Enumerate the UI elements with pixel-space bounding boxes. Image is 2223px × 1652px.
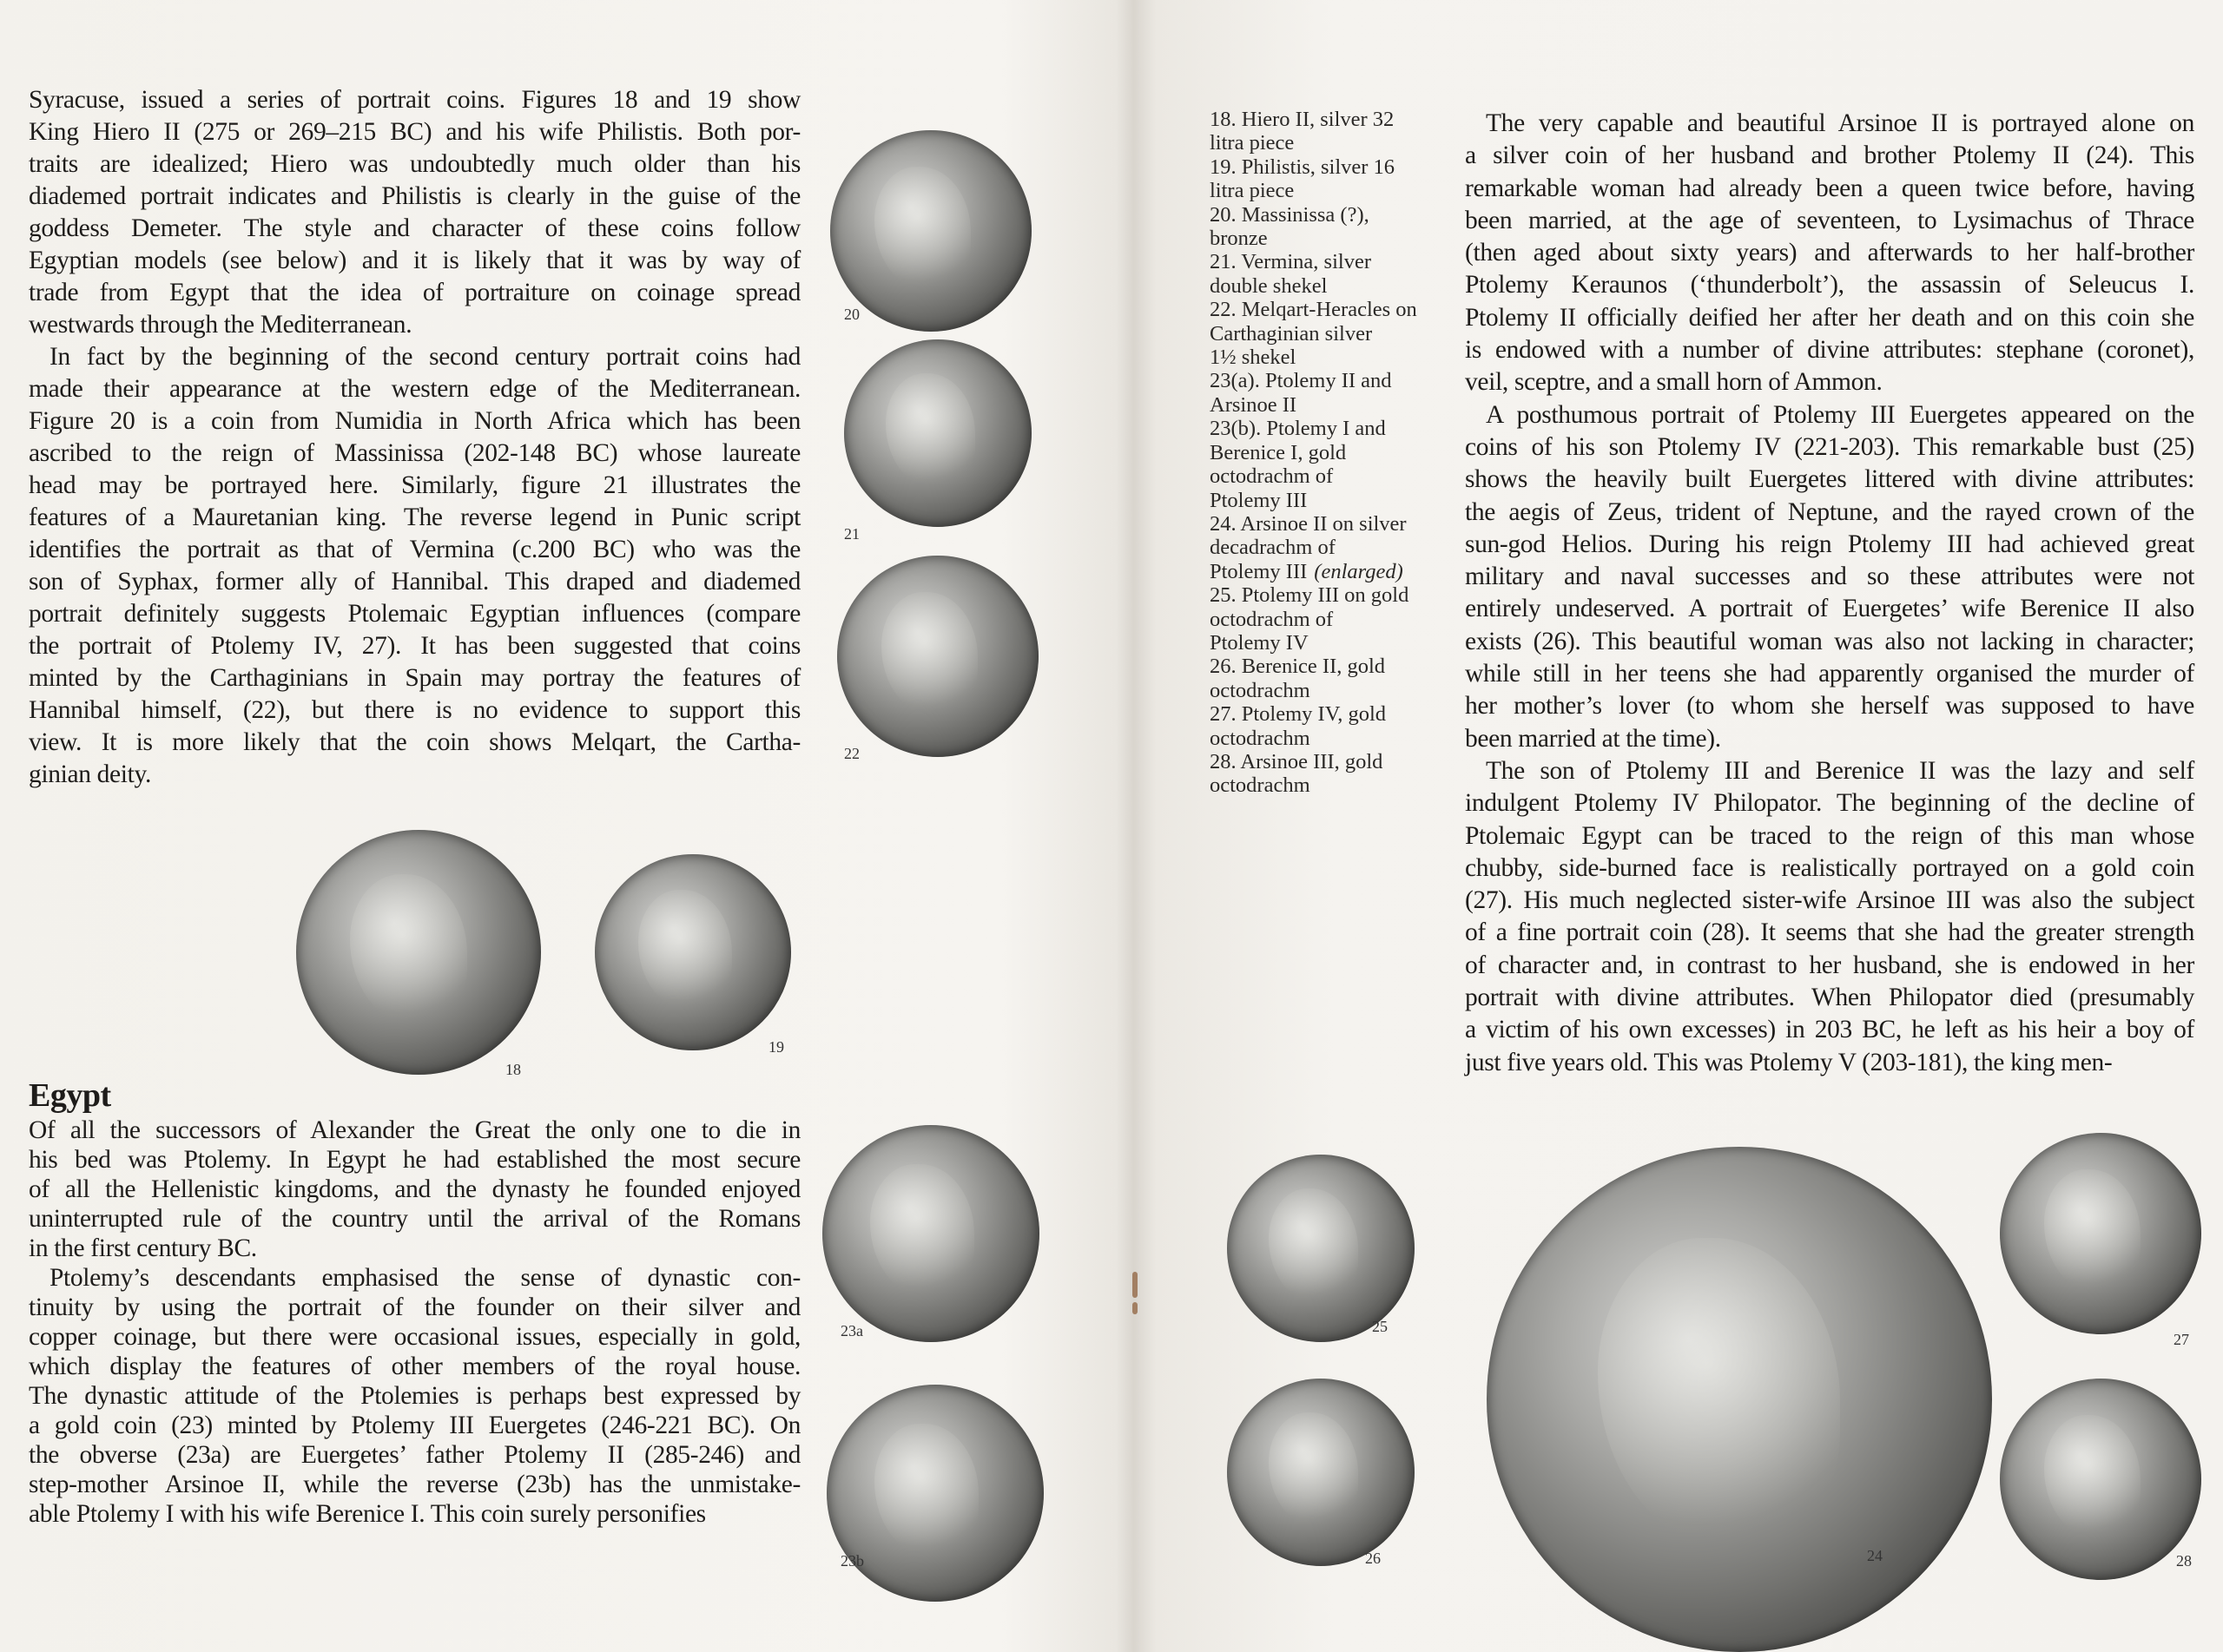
text-line: Ptolemy Keraunos (‘thunderbolt’), the assassin of Seleucus I.: [1465, 271, 2194, 299]
text-line: portrait with divine attributes. When Philopator died (presumably: [1465, 984, 2194, 1012]
caption-text: Ptolemy IV: [1210, 630, 1309, 655]
coin-image-25: [1227, 1155, 1415, 1342]
text-line: her mother’s lover (to whom she herself was supposed to have: [1465, 692, 2194, 721]
coin-image-18: [296, 830, 541, 1075]
text-line: which display the features of other members of the royal house.: [29, 1353, 801, 1380]
caption-line: [1210, 108, 1461, 131]
text-line: chubby, side-burned face is realistically portrayed on a gold coin: [1465, 853, 2194, 882]
left-page-text-top: [29, 84, 801, 791]
figure-label-25: 25: [1372, 1318, 1388, 1335]
page-stain: [1132, 1272, 1138, 1298]
text-line: Ptolemaic Egypt can be traced to the reign of this man whose: [1465, 821, 2194, 850]
coin-image-23a: [822, 1125, 1039, 1342]
figure-caption: [1210, 512, 1461, 583]
caption-text: 1½ shekel: [1210, 346, 1296, 370]
text-line: step-mother Arsinoe II, while the reverse (23b) has the unmistake-: [29, 1471, 801, 1498]
caption-line: [1210, 346, 1461, 369]
caption-text: Arsinoe II: [1210, 392, 1297, 417]
text-line: a silver coin of her husband and brother Ptolemy II (24). This: [1465, 142, 2194, 170]
caption-text: 28. Arsinoe III, gold: [1210, 749, 1383, 773]
caption-line: [1210, 441, 1461, 464]
text-line: A posthumous portrait of Ptolemy III Euergetes appeared on the: [1486, 400, 2194, 429]
caption-text: 20. Massinissa (?),: [1210, 202, 1369, 227]
caption-line: [1210, 131, 1461, 155]
text-line: Ptolemy II officially deified her after her death and on this coin she: [1465, 303, 2194, 332]
text-line: view. It is more likely that the coin shows Melqart, the Cartha-: [29, 728, 801, 756]
text-line: minted by the Carthaginians in Spain may portray the features of: [29, 664, 801, 692]
text-line: sun-god Helios. During his reign Ptolemy III had achieved great: [1465, 530, 2194, 558]
caption-line: [1210, 773, 1461, 797]
text-line: son of Syphax, former ally of Hannibal. This draped and diademed: [29, 568, 801, 596]
caption-text: litra piece: [1210, 131, 1295, 155]
text-line: while still in her teens she had apparently organised the murder of: [1465, 660, 2194, 688]
text-line: of all the Hellenistic kingdoms, and the dynasty he founded enjoyed: [29, 1175, 801, 1203]
caption-line: [1210, 536, 1461, 559]
coin-image-27: [2000, 1133, 2201, 1334]
figure-caption: [1210, 155, 1461, 203]
text-line: of character and, in contrast to her husband, she is endowed in her: [1465, 951, 2194, 979]
caption-text: Berenice I, gold: [1210, 440, 1347, 464]
text-line: Hannibal himself, (22), but there is no evidence to support this: [29, 696, 801, 724]
text-line: coins of his son Ptolemy IV (221-203). This remarkable bust (25): [1465, 432, 2194, 461]
caption-note: (enlarged): [1314, 559, 1403, 583]
caption-text: 26. Berenice II, gold: [1210, 655, 1386, 679]
caption-text: 21. Vermina, silver: [1210, 250, 1371, 274]
text-line: trade from Egypt that the idea of portraiture on coinage spread: [29, 279, 801, 306]
text-line: Syracuse, issued a series of portrait coins. Figures 18 and 19 show: [29, 86, 801, 114]
caption-line: [1210, 679, 1461, 702]
figure-caption: [1210, 250, 1461, 298]
caption-line: [1210, 322, 1461, 346]
caption-line: [1210, 512, 1461, 536]
text-line: In fact by the beginning of the second century portrait coins had: [49, 343, 801, 371]
text-line: been married, at the age of seventeen, to Lysimachus of Thrace: [1465, 206, 2194, 234]
figure-label-18: 18: [505, 1061, 521, 1078]
figure-caption: [1210, 203, 1461, 251]
figure-caption: [1210, 583, 1461, 655]
caption-line: [1210, 298, 1461, 321]
coin-image-21: [844, 339, 1032, 527]
caption-line: [1210, 417, 1461, 440]
caption-text: octodrachm: [1210, 773, 1310, 798]
text-line: made their appearance at the western edge of the Mediterranean.: [29, 375, 801, 403]
text-line: King Hiero II (275 or 269–215 BC) and his wife Philistis. Both por-: [29, 118, 801, 146]
text-line: diademed portrait indicates and Philistis is clearly in the guise of the: [29, 182, 801, 210]
figure-caption: [1210, 417, 1461, 512]
caption-text: 23(a). Ptolemy II and: [1210, 369, 1392, 393]
text-line: The dynastic attitude of the Ptolemies is perhaps best expressed by: [29, 1382, 801, 1410]
caption-text: Carthaginian silver: [1210, 321, 1373, 346]
text-line: just five years old. This was Ptolemy V (203-181), the king men-: [1465, 1048, 2113, 1076]
page-stain: [1132, 1302, 1138, 1314]
text-line: indulgent Ptolemy IV Philopator. The beginning of the decline of: [1465, 789, 2194, 818]
coin-image-28: [2000, 1379, 2201, 1580]
text-line: the aegis of Zeus, trident of Neptune, and the rayed crown of the: [1465, 497, 2194, 526]
caption-text: octodrachm: [1210, 726, 1310, 750]
text-line: military and naval successes and so these attributes were not: [1465, 563, 2194, 591]
caption-text: 19. Philistis, silver 16: [1210, 155, 1395, 179]
text-line: tinuity by using the portrait of the founder on their silver and: [29, 1293, 801, 1321]
coin-image-20: [830, 130, 1032, 332]
caption-text: 23(b). Ptolemy I and: [1210, 417, 1386, 441]
text-line: his bed was Ptolemy. In Egypt he had established the most secure: [29, 1146, 801, 1174]
caption-line: [1210, 702, 1461, 726]
caption-line: [1210, 750, 1461, 773]
text-line: in the first century BC.: [29, 1234, 257, 1262]
coin-image-26: [1227, 1379, 1415, 1566]
figure-caption: [1210, 108, 1461, 155]
right-page-text: [1465, 108, 2194, 1079]
figure-caption: [1210, 702, 1461, 750]
caption-line: [1210, 369, 1461, 392]
text-line: a victim of his own excesses) in 203 BC, he left as his heir a boy of: [1465, 1016, 2194, 1044]
text-line: Ptolemy’s descendants emphasised the sense of dynastic con-: [49, 1264, 801, 1292]
figure-caption: [1210, 750, 1461, 798]
text-line: of a fine portrait coin (28). It seems that she had the greater strength: [1465, 918, 2194, 947]
caption-text: bronze: [1210, 227, 1268, 251]
caption-line: [1210, 560, 1461, 583]
text-line: shows the heavily built Euergetes littered with divine attributes:: [1465, 465, 2194, 494]
caption-text: octodrachm of: [1210, 607, 1334, 631]
caption-text: 18. Hiero II, silver 32: [1210, 108, 1395, 131]
text-line: features of a Mauretanian king. The reverse legend in Punic script: [29, 503, 801, 531]
figure-label-21: 21: [844, 525, 860, 543]
caption-line: [1210, 250, 1461, 273]
figure-label-26: 26: [1365, 1550, 1381, 1567]
figure-captions: [1210, 108, 1461, 798]
caption-line: [1210, 489, 1461, 512]
caption-line: [1210, 631, 1461, 655]
caption-line: [1210, 655, 1461, 678]
caption-line: [1210, 727, 1461, 750]
text-line: Egyptian models (see below) and it is likely that it was by way of: [29, 247, 801, 274]
figure-label-19: 19: [768, 1038, 784, 1056]
figure-caption: [1210, 369, 1461, 417]
text-line: head may be portrayed here. Similarly, figure 21 illustrates the: [29, 471, 801, 499]
caption-text: 27. Ptolemy IV, gold: [1210, 702, 1387, 727]
text-line: entirely undeserved. A portrait of Euergetes’ wife Berenice II also: [1465, 595, 2194, 623]
text-line: the portrait of Ptolemy IV, 27). It has been suggested that coins: [29, 632, 801, 660]
text-line: Of all the successors of Alexander the Great the only one to die in: [29, 1116, 801, 1144]
caption-text: 24. Arsinoe II on silver: [1210, 511, 1407, 536]
caption-line: [1210, 608, 1461, 631]
text-line: ascribed to the reign of Massinissa (202-148 BC) whose laureate: [29, 439, 801, 467]
figure-label-22: 22: [844, 745, 860, 762]
figure-label-23a: 23a: [841, 1322, 863, 1339]
figure-label-28: 28: [2176, 1552, 2192, 1570]
text-line: identifies the portrait as that of Vermina (c.200 BC) who was the: [29, 536, 801, 563]
text-line: able Ptolemy I with his wife Berenice I. This coin surely personifies: [29, 1500, 706, 1528]
text-line: uninterrupted rule of the country until the arrival of the Romans: [29, 1205, 801, 1233]
text-line: ginian deity.: [29, 760, 152, 788]
figure-label-24: 24: [1867, 1547, 1883, 1564]
text-line: portrait definitely suggests Ptolemaic Egyptian influences (compare: [29, 600, 801, 628]
caption-line: [1210, 274, 1461, 298]
text-line: copper coinage, but there were occasional issues, especially in gold,: [29, 1323, 801, 1351]
caption-line: [1210, 227, 1461, 250]
left-page-text-egypt: [29, 1116, 801, 1529]
figure-caption: [1210, 298, 1461, 369]
text-line: westwards through the Mediterranean.: [29, 311, 412, 339]
text-line: is endowed with a number of divine attributes: stephane (coronet),: [1465, 336, 2194, 365]
caption-text: litra piece: [1210, 179, 1295, 203]
text-line: a gold coin (23) minted by Ptolemy III Euergetes (246-221 BC). On: [29, 1412, 801, 1439]
text-line: goddess Demeter. The style and character of these coins follow: [29, 214, 801, 242]
text-line: been married at the time).: [1465, 724, 1721, 753]
coin-image-24: [1487, 1147, 1992, 1652]
caption-text: double shekel: [1210, 273, 1328, 298]
caption-line: [1210, 179, 1461, 202]
caption-line: [1210, 203, 1461, 227]
text-line: traits are idealized; Hiero was undoubtedly much older than his: [29, 150, 801, 178]
caption-text: octodrachm: [1210, 678, 1310, 702]
figure-label-27: 27: [2174, 1331, 2189, 1348]
text-line: Figure 20 is a coin from Numidia in North Africa which has been: [29, 407, 801, 435]
caption-text: decadrachm of: [1210, 536, 1336, 560]
figure-label-20: 20: [844, 306, 860, 323]
figure-caption: [1210, 655, 1461, 702]
caption-text: Ptolemy III: [1210, 488, 1308, 512]
text-line: remarkable woman had already been a queen twice before, having: [1465, 174, 2194, 202]
caption-text: Ptolemy III: [1210, 559, 1308, 583]
caption-line: [1210, 393, 1461, 417]
caption-line: [1210, 464, 1461, 488]
coin-image-19: [595, 854, 791, 1050]
text-line: (27). His much neglected sister-wife Arsinoe III was also the subject: [1465, 886, 2194, 915]
caption-text: 25. Ptolemy III on gold: [1210, 583, 1409, 608]
text-line: veil, sceptre, and a small horn of Ammon.: [1465, 368, 1883, 397]
text-line: exists (26). This beautiful woman was also not lacking in character;: [1465, 627, 2194, 655]
caption-text: 22. Melqart-Heracles on: [1210, 298, 1417, 322]
caption-line: [1210, 155, 1461, 179]
section-heading-egypt: Egypt: [29, 1077, 111, 1114]
text-line: the obverse (23a) are Euergetes’ father Ptolemy II (285-246) and: [29, 1441, 801, 1469]
caption-text: octodrachm of: [1210, 464, 1334, 489]
caption-line: [1210, 583, 1461, 607]
text-line: The son of Ptolemy III and Berenice II was the lazy and self: [1486, 756, 2194, 785]
text-line: (then aged about sixty years) and afterwards to her half-brother: [1465, 239, 2194, 267]
figure-label-23b: 23b: [841, 1552, 864, 1570]
coin-image-22: [837, 556, 1039, 757]
text-line: The very capable and beautiful Arsinoe II is portrayed alone on: [1486, 109, 2194, 137]
